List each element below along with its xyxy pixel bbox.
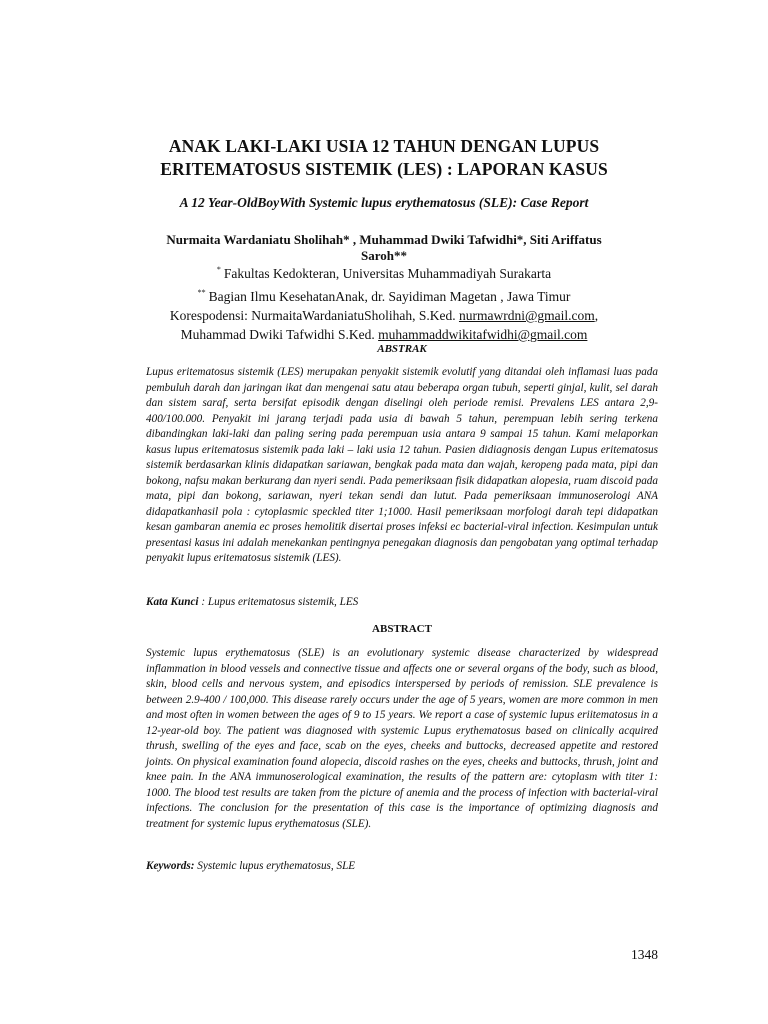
affiliation-1: [110, 260, 658, 283]
abstrak-text: Lupus eritematosus sistemik (LES) merupakan penyakit sistemik evolutif yang ditandai oleh inflamasi luas pada pembuluh darah dan jaringan ikat dan mengenai satu atau beberapa organ tubuh, seperti ginjal, kulit, sel darah dan sistem saraf, serta bersifat episodik dengan diselingi oleh periode remisi. Prevalens LES antara 2,9-400/100.000. Penyakit ini jarang terjadi pada usia di bawah 5 tahun, perempuan lebih sering terkena dibandingkan laki-laki dan paling sering pada perempuan usia antara 9 sampai 15 tahun. Kami melaporkan kasus lupus eritematosus sistemik pada laki – laki usia 12 tahun. Pasien didiagnosis dengan Lupus eritematosus sistemik berdasarkan klinis didapatkan sariawan, bengkak pada mata dan wajah, keropeng pada mata, pipi dan bokong, nafsu makan berkurang dan nyeri sendi. Pada pemeriksaan fisik didapatkan alopesia, ruam discoid pada mata, pipi dan bokong, sariawan, nyeri tekan sendi dan lutut. Pada pemeriksaan immunoserologi ANA didapatkanhasil pola : cytoplasmic speckled titer 1;1000. Hasil pemeriksaan morfologi darah tepi didapatkan kesan gambaran anemia ec proses hemolitik disertai proses infeksi ec bacterial-viral infection. Kesimpulan untuk presentasi kasus ini adalah menekankan pentingnya penegakan diagnosis dan pengobatan yang optimal terhadap penyakit lupus eritematosus sistemik (LES).: [146, 366, 658, 564]
keywords-label: Keywords:: [146, 860, 195, 872]
kata-kunci: [146, 596, 658, 608]
affiliation-1-text: Fakultas Kedokteran, Universitas Muhammadiyah Surakarta: [223, 266, 552, 281]
keywords-text: Systemic lupus erythematosus, SLE: [194, 860, 356, 872]
email-link-2[interactable]: muhammaddwikitafwidhi@gmail.com: [378, 327, 588, 342]
correspondence-line-2: [110, 325, 658, 344]
abstract-text: Systemic lupus erythematosus (SLE) is an evolutionary systemic disease characterized by widespread inflammation in blood vessels and connective tissue and affects one or several organs of the body, such as blood, skin, blood cells and nervous system, and episodics interspersed by periods of remission. SLE prevalence is between 2.9-400 / 100,000. This disease rarely occurs under the age of 5 years, women are more common in men and most often in women between the ages of 9 to 15 years. We report a case of systemic lupus eriitematosus in a 12-year-old boy. The patient was diagnosed with systemic Lupus erythematosus based on clinically acquired thrush, swelling of the eyes and face, scab on the eyes, cheeks and buttocks, decreased appetite and restored joints. On physical examination found alopecia, discoid rashes on the eyes, cheeks and buttocks, thrush, joint and knee pain. In the ANA immunoserological examination, the results of the pattern are: cytoplasm with titer 1: 1000. The blood test results are taken from the picture of anemia and the process of infection with bacterial-viral infections. The conclusion for the presentation of this case is the importance of optimizing diagnosis and treatment for systemic lupus erythematosus (SLE).: [146, 647, 658, 830]
correspondence-comma: ,: [594, 308, 599, 323]
keywords: [146, 860, 658, 872]
author-list: Nurmaita Wardaniatu Sholihah* , Muhammad Dwiki Tafwidhi*, Siti Ariffatus Saroh**: [166, 232, 602, 263]
paper-subtitle: A 12 Year-OldBoyWith Systemic lupus erythematosus (SLE): Case Report: [179, 195, 589, 210]
paper-title: ANAK LAKI-LAKI USIA 12 TAHUN DENGAN LUPUS ERITEMATOSUS SISTEMIK (LES) : LAPORAN KASUS: [160, 136, 608, 179]
correspondence-name-2: Muhammad Dwiki Tafwidhi S.Ked.: [180, 327, 379, 342]
kata-kunci-label: Kata Kunci: [146, 596, 199, 608]
affiliation-2: [110, 283, 658, 306]
email-link-1[interactable]: nurmawrdni@gmail.com: [458, 308, 595, 323]
abstract-heading: ABSTRACT: [372, 623, 432, 635]
page-number: 1348: [631, 947, 658, 962]
correspondence-line-1: [110, 306, 658, 325]
abstrak-heading: ABSTRAK: [377, 343, 427, 355]
affiliation-2-text: Bagian Ilmu KesehatanAnak, dr. Sayidiman Magetan , Jawa Timur: [208, 289, 571, 304]
affiliation-1-mark: *: [216, 265, 221, 274]
kata-kunci-text: : Lupus eritematosus sistemik, LES: [198, 596, 359, 608]
affiliation-2-mark: **: [197, 288, 206, 297]
affiliations: [110, 260, 658, 344]
correspondence-prefix: Korespodensi: NurmaitaWardaniatuSholihah, S.Ked.: [169, 308, 459, 323]
